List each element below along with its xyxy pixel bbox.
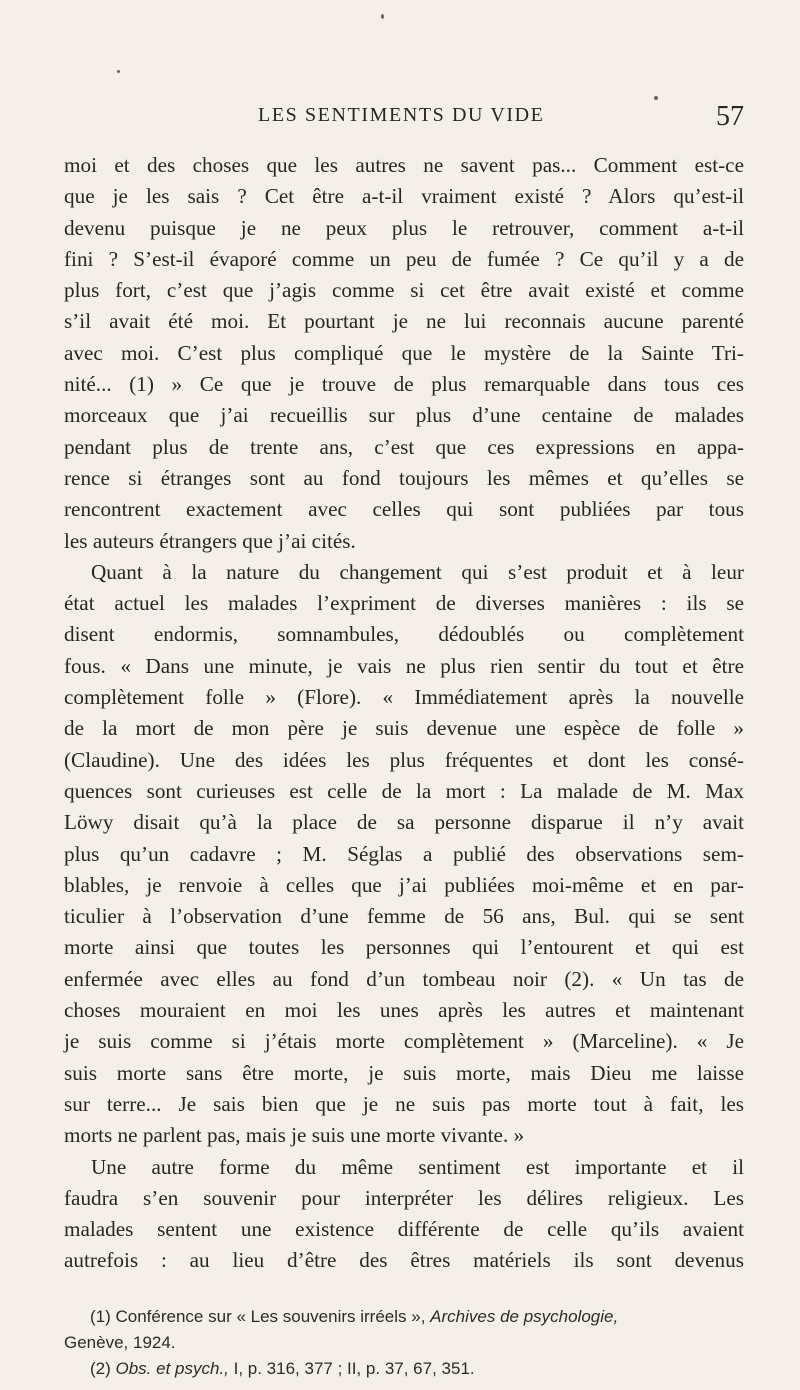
running-title: LES SENTIMENTS DU VIDE <box>258 104 545 126</box>
text-line: fous. « Dans une minute, je vais ne plus rien sentir du tout et être <box>64 653 744 678</box>
footnote-2-number: (2) <box>90 1359 116 1378</box>
text-line: plus qu’un cadavre ; M. Séglas a publié des observations sem- <box>64 841 744 866</box>
text-line: devenu puisque je ne peux plus le retrouver, comment a-t-il <box>64 215 744 240</box>
footnote-1 <box>64 1304 744 1330</box>
text-line: complètement folle » (Flore). « Immédiatement après la nouvelle <box>64 685 744 710</box>
text-line: (Claudine). Une des idées les plus fréquentes et dont les consé- <box>64 747 744 772</box>
text-line: plus fort, c’est que j’agis comme si cet être avait existé et comme <box>64 278 744 303</box>
text-line: choses mouraient en moi les unes après les autres et maintenant <box>64 998 744 1023</box>
footnote-2-refs: I, p. 316, 377 ; II, p. 37, 67, 351. <box>228 1359 475 1378</box>
print-speck <box>654 96 658 100</box>
text-line: morceaux que j’ai recueillis sur plus d’une centaine de malades <box>64 403 744 428</box>
text-line: nité... (1) » Ce que je trouve de plus remarquable dans tous ces <box>64 372 744 397</box>
footnotes <box>64 1304 744 1382</box>
text-line: enfermée avec elles au fond d’un tombeau noir (2). « Un tas de <box>64 966 744 991</box>
footnote-2-work: Obs. et psych., <box>115 1359 229 1378</box>
page-number: 57 <box>716 101 744 132</box>
text-line: de la mort de mon père je suis devenue une espèce de folle » <box>64 716 744 741</box>
text-line: que je les sais ? Cet être a-t-il vraiment existé ? Alors qu’est-il <box>64 184 744 209</box>
footnote-1-journal: Archives de psychologie, <box>430 1307 619 1326</box>
text-line: rencontrent exactement avec celles qui sont publiées par tous <box>64 497 744 522</box>
text-line: avec moi. C’est plus compliqué que le mystère de la Sainte Tri- <box>64 340 744 365</box>
text-line: autrefois : au lieu d’être des êtres matériels ils sont devenus <box>64 1248 744 1273</box>
text-line: je suis comme si j’étais morte complètement » (Marceline). « Je <box>64 1029 744 1054</box>
footnote-1-text: (1) Conférence sur « Les souvenirs irréels », <box>90 1307 431 1326</box>
text-line: quences sont curieuses est celle de la mort : La malade de M. Max <box>64 778 744 803</box>
text-line: sur terre... Je sais bien que je ne suis pas morte tout à fait, les <box>64 1091 744 1116</box>
print-speck <box>117 70 120 73</box>
text-line: s’il avait été moi. Et pourtant je ne lui reconnais aucune parenté <box>64 309 744 334</box>
footnote-2 <box>64 1356 744 1382</box>
text-line: morts ne parlent pas, mais je suis une morte vivante. » <box>64 1123 525 1148</box>
text-line: suis morte sans être morte, je suis morte, mais Dieu me laisse <box>64 1060 744 1085</box>
print-speck <box>381 14 384 19</box>
text-line: malades sentent une existence différente de celle qu’ils avaient <box>64 1217 744 1242</box>
text-line: Löwy disait qu’à la place de sa personne disparue il n’y avait <box>64 810 744 835</box>
page-header <box>64 101 744 144</box>
text-line: faudra s’en souvenir pour interpréter les délires religieux. Les <box>64 1185 744 1210</box>
text-line: ticulier à l’observation d’une femme de 56 ans, Bul. qui se sent <box>64 904 744 929</box>
text-line: fini ? S’est-il évaporé comme un peu de fumée ? Ce qu’il y a de <box>64 246 744 271</box>
text-line: blables, je renvoie à celles que j’ai publiées moi-même et en par- <box>64 872 744 897</box>
text-line: les auteurs étrangers que j’ai cités. <box>64 528 356 553</box>
text-line: pendant plus de trente ans, c’est que ces expressions en appa- <box>64 434 744 459</box>
text-line: état actuel les malades l’expriment de diverses manières : ils se <box>64 591 744 616</box>
text-line: disent endormis, somnambules, dédoublés ou complètement <box>64 622 744 647</box>
footnote-1-continuation: Genève, 1924. <box>64 1333 176 1352</box>
paragraph-start-line: Quant à la nature du changement qui s’est produit et à leur <box>91 559 744 584</box>
paragraph-start-line: Une autre forme du même sentiment est importante et il <box>91 1154 744 1179</box>
body-text <box>64 150 744 1277</box>
text-line: moi et des choses que les autres ne savent pas... Comment est-ce <box>64 153 744 177</box>
text-line: rence si étranges sont au fond toujours les mêmes et qu’elles se <box>64 465 744 490</box>
text-line: morte ainsi que toutes les personnes qui l’entourent et qui est <box>64 935 744 960</box>
